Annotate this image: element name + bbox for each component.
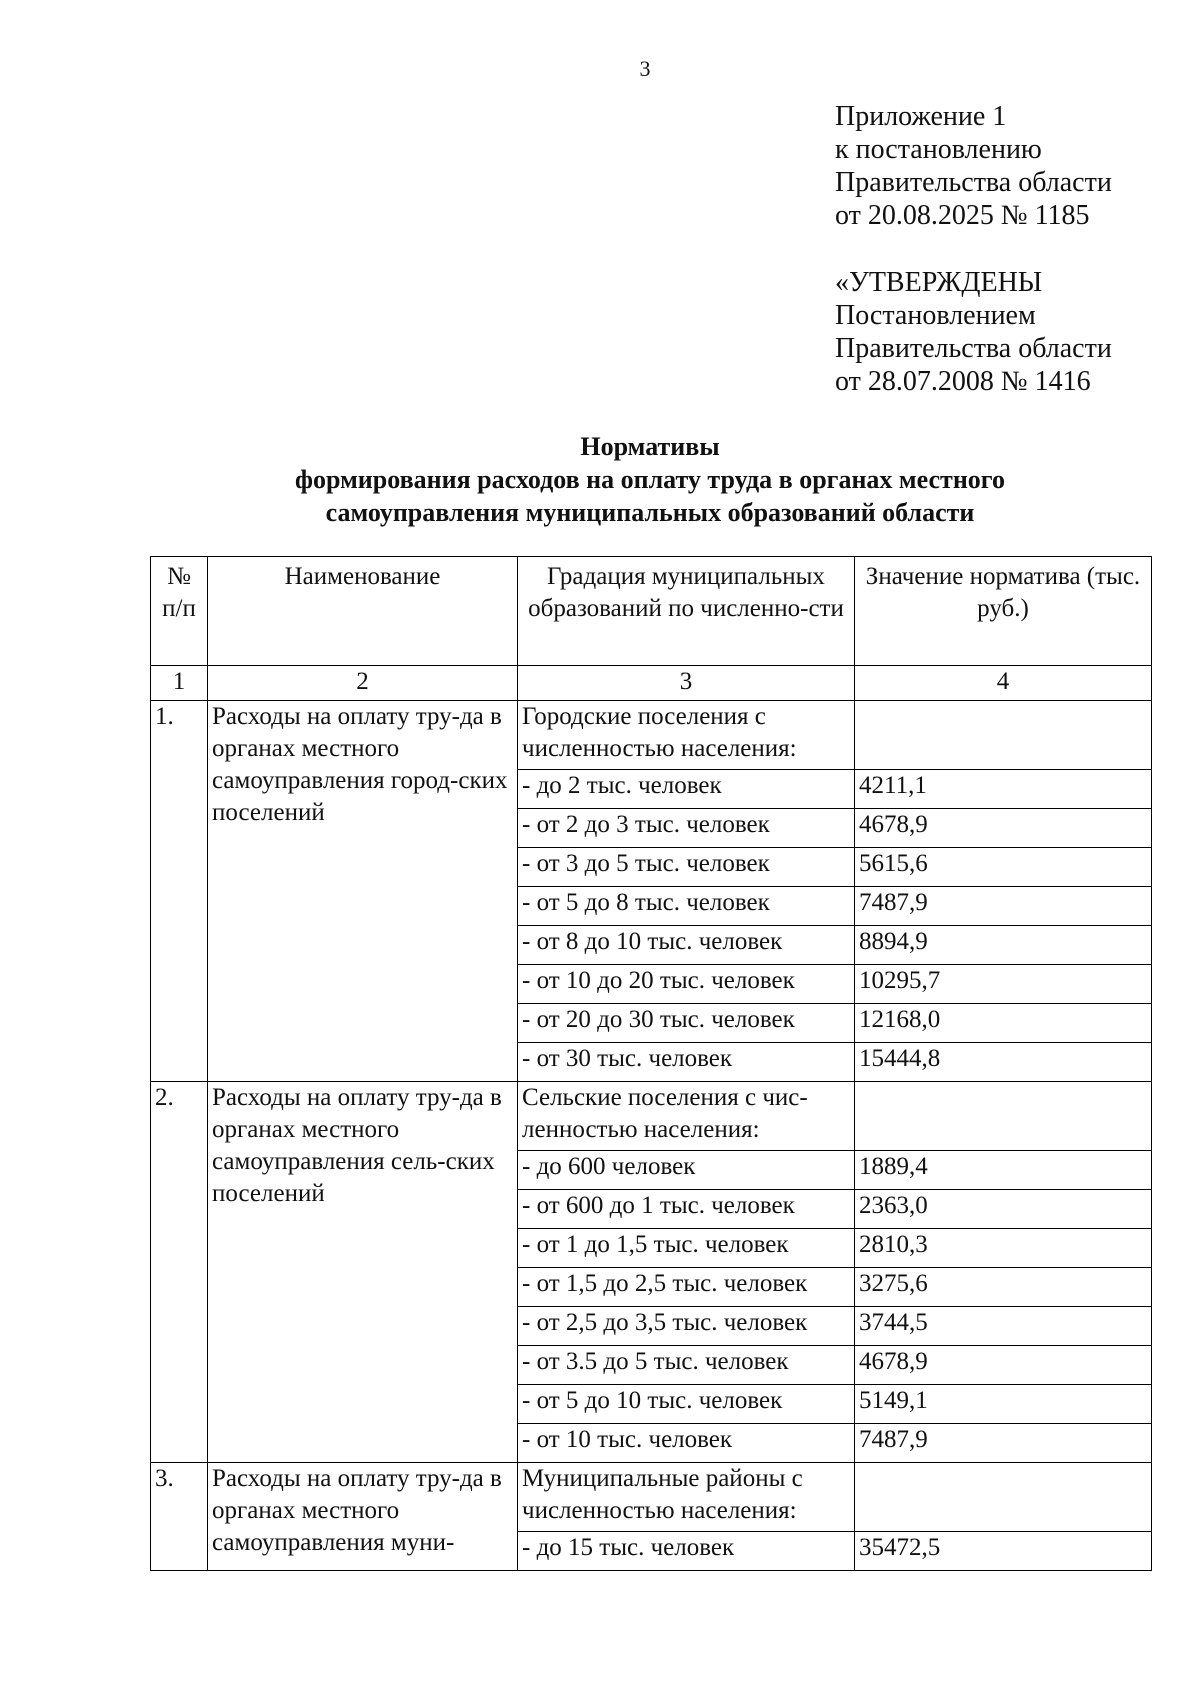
group-intro-row xyxy=(151,701,1152,770)
column-number: 3 xyxy=(518,666,855,701)
gradation-cell: - от 3 до 5 тыс. человек xyxy=(518,848,855,887)
value-cell: 2363,0 xyxy=(855,1190,1152,1229)
group-number: 3. xyxy=(151,1463,208,1571)
value-cell: 35472,5 xyxy=(855,1532,1152,1571)
header-value: Значение норматива (тыс. руб.) xyxy=(855,557,1152,666)
group-name: Расходы на оплату тру-да в органах местного самоуправления город-ских поселений xyxy=(208,701,518,1082)
value-cell: 3744,5 xyxy=(855,1307,1152,1346)
gradation-cell: - от 30 тыс. человек xyxy=(518,1043,855,1082)
value-cell: 4211,1 xyxy=(855,770,1152,809)
norms-table-body xyxy=(151,557,1152,1571)
value-cell: 8894,9 xyxy=(855,926,1152,965)
group-intro: Сельские поселения с чис-ленностью населения: xyxy=(518,1082,855,1151)
approved-line: от 28.07.2008 № 1416 xyxy=(835,366,1091,397)
appendix-line: Приложение 1 xyxy=(835,101,1007,132)
gradation-cell: - от 5 до 10 тыс. человек xyxy=(518,1385,855,1424)
header-gradation: Градация муниципальных образований по численно-сти xyxy=(518,557,855,666)
norms-table xyxy=(150,556,1152,1571)
group-name: Расходы на оплату тру-да в органах местного самоуправления сель-ских поселений xyxy=(208,1082,518,1463)
title-line-2: формирования расходов на оплату труда в органах местного xyxy=(295,465,1005,494)
gradation-cell: - от 5 до 8 тыс. человек xyxy=(518,887,855,926)
value-cell: 7487,9 xyxy=(855,1424,1152,1463)
gradation-cell: - от 3.5 до 5 тыс. человек xyxy=(518,1346,855,1385)
column-number-row xyxy=(151,666,1152,701)
value-cell: 5615,6 xyxy=(855,848,1152,887)
group-number: 2. xyxy=(151,1082,208,1463)
value-cell: 3275,6 xyxy=(855,1268,1152,1307)
page-number: 3 xyxy=(639,56,651,81)
approved-line: «УТВЕРЖДЕНЫ xyxy=(835,267,1043,298)
approved-block xyxy=(835,266,1112,398)
group-intro: Городские поселения с численностью населения: xyxy=(518,701,855,770)
value-cell: 1889,4 xyxy=(855,1151,1152,1190)
group-intro: Муниципальные районы с численностью населения: xyxy=(518,1463,855,1532)
group-intro-value xyxy=(855,701,1152,770)
value-cell: 2810,3 xyxy=(855,1229,1152,1268)
gradation-cell: - от 1,5 до 2,5 тыс. человек xyxy=(518,1268,855,1307)
gradation-cell: - от 10 тыс. человек xyxy=(518,1424,855,1463)
group-intro-row xyxy=(151,1463,1152,1532)
header-name: Наименование xyxy=(208,557,518,666)
value-cell: 12168,0 xyxy=(855,1004,1152,1043)
appendix-line: от 20.08.2025 № 1185 xyxy=(835,200,1090,231)
gradation-cell: - от 8 до 10 тыс. человек xyxy=(518,926,855,965)
value-cell: 5149,1 xyxy=(855,1385,1152,1424)
value-cell: 4678,9 xyxy=(855,809,1152,848)
title-line-1: Нормативы xyxy=(580,432,720,461)
gradation-cell: - до 15 тыс. человек xyxy=(518,1532,855,1571)
group-intro-row xyxy=(151,1082,1152,1151)
value-cell: 4678,9 xyxy=(855,1346,1152,1385)
gradation-cell: - от 2,5 до 3,5 тыс. человек xyxy=(518,1307,855,1346)
appendix-block xyxy=(835,100,1112,232)
gradation-cell: - от 2 до 3 тыс. человек xyxy=(518,809,855,848)
approved-line: Постановлением xyxy=(835,300,1036,331)
appendix-line: к постановлению xyxy=(835,134,1042,165)
column-number: 4 xyxy=(855,666,1152,701)
appendix-line: Правительства области xyxy=(835,167,1112,198)
gradation-cell: - до 2 тыс. человек xyxy=(518,770,855,809)
header-num: № п/п xyxy=(151,557,208,666)
group-intro-value xyxy=(855,1082,1152,1151)
gradation-cell: - от 1 до 1,5 тыс. человек xyxy=(518,1229,855,1268)
gradation-cell: - от 20 до 30 тыс. человек xyxy=(518,1004,855,1043)
gradation-cell: - до 600 человек xyxy=(518,1151,855,1190)
group-intro-value xyxy=(855,1463,1152,1532)
column-number: 2 xyxy=(208,666,518,701)
title-line-3: самоуправления муниципальных образований области xyxy=(325,498,975,527)
value-cell: 7487,9 xyxy=(855,887,1152,926)
header-row xyxy=(151,557,1152,666)
group-name: Расходы на оплату тру-да в органах местного самоуправления муни- xyxy=(208,1463,518,1571)
group-number: 1. xyxy=(151,701,208,1082)
value-cell: 10295,7 xyxy=(855,965,1152,1004)
column-number: 1 xyxy=(151,666,208,701)
value-cell: 15444,8 xyxy=(855,1043,1152,1082)
gradation-cell: - от 600 до 1 тыс. человек xyxy=(518,1190,855,1229)
document-title xyxy=(150,430,1150,529)
gradation-cell: - от 10 до 20 тыс. человек xyxy=(518,965,855,1004)
approved-line: Правительства области xyxy=(835,333,1112,364)
